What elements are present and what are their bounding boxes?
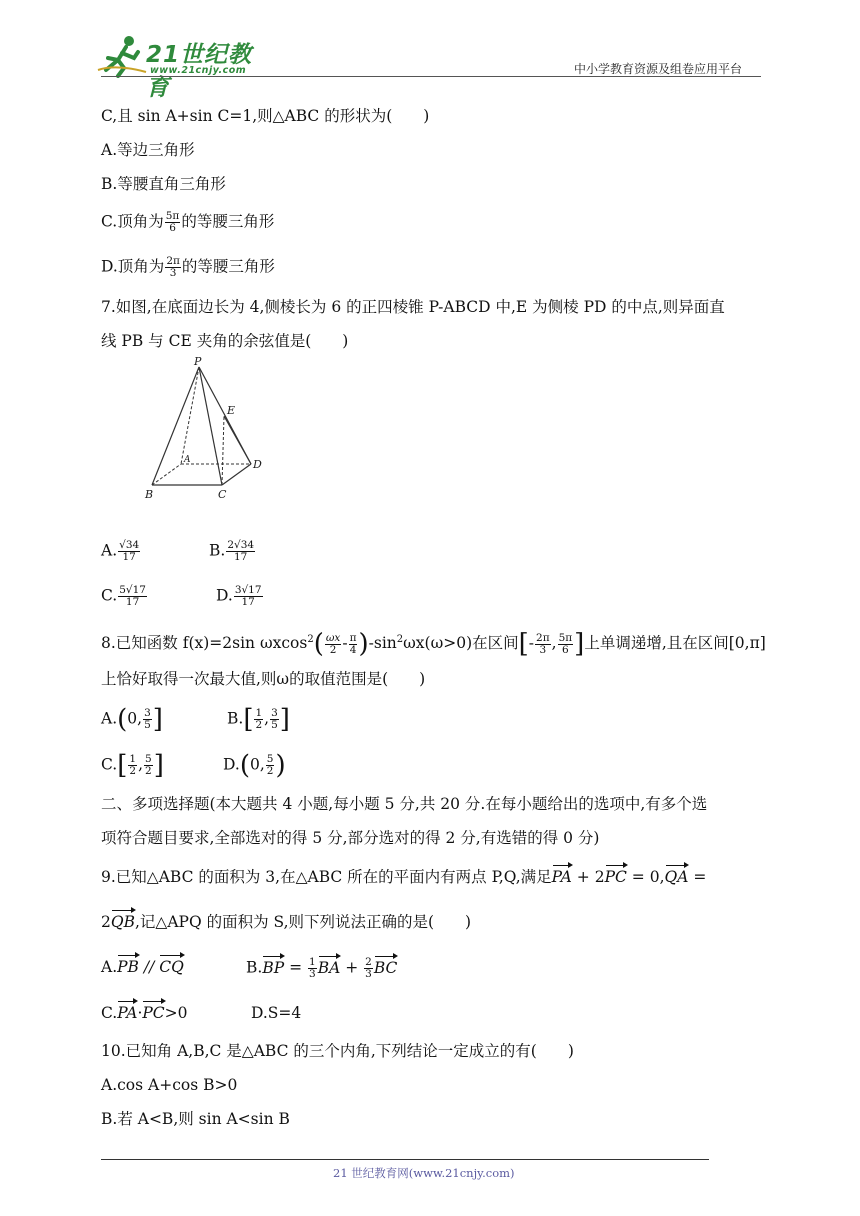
q6-option-a: A.等边三角形 (101, 141, 195, 159)
q8-option-a: A.(0, $\frac{3}{5}$ ] (101, 704, 163, 735)
fraction: $\frac{2\pi}{3}$ (166, 255, 180, 279)
fraction: $\frac{\omega x}{2}$ (325, 631, 341, 656)
q6-option-b: B.等腰直角三角形 (101, 175, 226, 193)
vector: CQ (159, 958, 184, 976)
q10-stem: 10.已知角 A,B,C 是△ABC 的三个内角,下列结论一定成立的有( ) (101, 1042, 574, 1060)
q9-option-d: D.S=4 (251, 1004, 302, 1022)
pyramid-figure (140, 352, 270, 502)
label-b: B (145, 488, 154, 501)
fraction: $\frac{3}{5}$ (144, 707, 151, 731)
q6-option-c: C.顶角为 $\frac{5\pi}{6}$ 的等腰三角形 (101, 210, 275, 234)
footer-rule (101, 1159, 709, 1160)
vector: QA (664, 868, 689, 886)
q6-stem: C,且 sin A+sin C=1,则△ABC 的形状为( ) (101, 107, 430, 125)
label-a: A (184, 455, 191, 465)
fraction: $\frac{√34}{17}$ (119, 539, 140, 563)
q6-option-d: D.顶角为 $\frac{2\pi}{3}$ 的等腰三角形 (101, 255, 275, 279)
fraction: $\frac{3}{5}$ (271, 707, 278, 731)
runner-logo-icon (96, 34, 152, 78)
fraction: $\frac{1}{3}$ (309, 956, 316, 980)
section2-line1: 二、多项选择题(本大题共 4 小题,每小题 5 分,共 20 分.在每小题给出的选项中,有多个选 (101, 795, 708, 813)
label-c: C (218, 488, 227, 501)
q7-stem-line1: 7.如图,在底面边长为 4,侧棱长为 6 的正四棱锥 P-ABCD 中,E 为侧棱 PD 的中点,则异面直 (101, 298, 725, 316)
vector: PC (604, 868, 627, 886)
q10-option-a: A.cos A+cos B>0 (101, 1076, 238, 1094)
vector: QB (110, 913, 135, 931)
fraction: $\frac{5}{2}$ (266, 753, 274, 777)
q7-option-d: D. $\frac{3√17}{17}$ (216, 584, 262, 608)
q9-stem-line2: 2QB,记△APQ 的面积为 S,则下列说法正确的是( ) (101, 913, 472, 931)
label-e: E (227, 404, 236, 417)
q9-stem-line1: 9.已知△ABC 的面积为 3,在△ABC 所在的平面内有两点 P,Q,满足PA + 2PC = 0,QA = (101, 868, 707, 886)
fraction: $\frac{3√17}{17}$ (234, 584, 262, 608)
logo-url: www.21cnjy.com (150, 65, 247, 76)
fraction: $\frac{\pi}{4}$ (349, 631, 357, 656)
fraction: $\frac{5√17}{17}$ (119, 584, 146, 608)
vector: BC (373, 958, 398, 977)
header-logo (96, 34, 266, 101)
section2-line2: 项符合题目要求,全部选对的得 5 分,部分选对的得 2 分,有选错的得 0 分) (101, 829, 600, 847)
fraction: $\frac{5\pi}{6}$ (558, 631, 573, 656)
q8-option-c: C.[ $\frac{1}{2}$ , $\frac{5}{2}$ ] (101, 750, 164, 781)
vector: PA (551, 868, 572, 886)
fraction: $\frac{1}{2}$ (255, 707, 263, 731)
header-rule (101, 76, 761, 77)
fraction: $\frac{1}{2}$ (129, 753, 137, 777)
q9-option-b: B.BP = $\frac{1}{3}$ BA + $\frac{2}{3}$ BC (246, 956, 398, 980)
q9-option-a: A.PB // CQ (101, 958, 184, 976)
q7-option-a: A. $\frac{√34}{17}$ (101, 539, 140, 563)
q8-stem-line1: 8.已知函数 f(x)=2sin ωxcos$^2$( $\frac{\omega x}{2}$ - $\frac{\pi}{4}$ )$-\sin^2\omega x(\omega>0)$在区间[- $\frac{2\pi}{3}$ , $\frac{5\pi}{6}$ ]上单调递增,且在区间[0,π] (101, 629, 766, 660)
vector: PB (117, 958, 139, 976)
fraction: $\frac{5\pi}{6}$ (165, 210, 180, 234)
footer-text: 21 世纪教育网(www.21cnjy.com) (333, 1166, 515, 1180)
q8-option-b: B.[ $\frac{1}{2}$ , $\frac{3}{5}$ ] (227, 704, 290, 735)
fraction: $\frac{2\pi}{3}$ (536, 631, 550, 656)
q8-option-d: D.(0, $\frac{5}{2}$ ) (223, 750, 286, 781)
q7-option-c: C. $\frac{5√17}{17}$ (101, 584, 146, 608)
q8-stem-line2: 上恰好取得一次最大值,则ω的取值范围是( ) (101, 670, 426, 688)
vector: PC (142, 1004, 165, 1022)
fraction: $\frac{2}{3}$ (365, 956, 372, 980)
fraction: $\frac{2√34}{17}$ (227, 539, 255, 563)
q7-option-b: B. $\frac{2√34}{17}$ (209, 539, 255, 563)
q9-option-c: C.PA·PC>0 (101, 1004, 188, 1022)
vector: PA (117, 1004, 138, 1022)
label-d: D (253, 458, 262, 471)
q7-stem-line2: 线 PB 与 CE 夹角的余弦值是( ) (101, 332, 349, 350)
fraction: $\frac{5}{2}$ (145, 753, 152, 777)
vector: BA (317, 958, 341, 977)
q10-option-b: B.若 A<B,则 sin A<sin B (101, 1110, 290, 1128)
vector: BP (262, 958, 285, 977)
header-right-text: 中小学教育资源及组卷应用平台 (574, 62, 743, 76)
logo-title: 21世纪教育 (146, 42, 253, 101)
label-p: P (194, 355, 202, 368)
